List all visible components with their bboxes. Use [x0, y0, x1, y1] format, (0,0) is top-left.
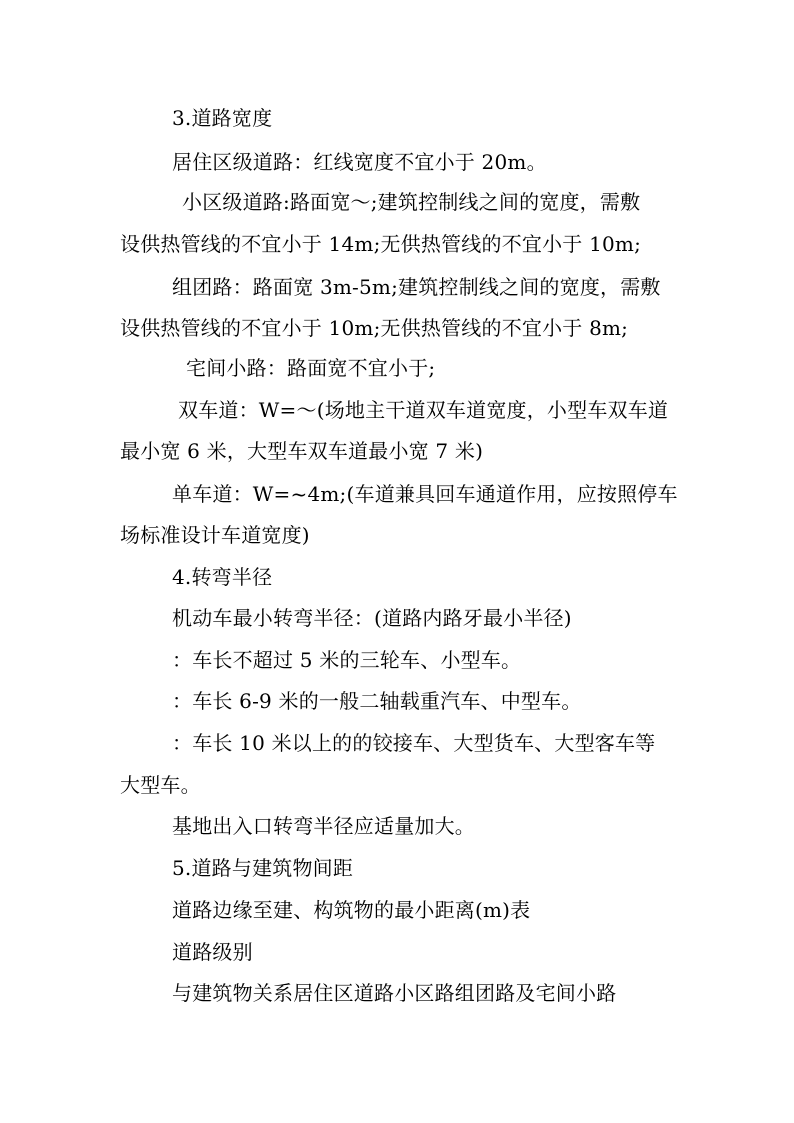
- text-line: 场标准设计车道宽度): [120, 523, 310, 547]
- text-line: 道路级别: [172, 940, 253, 964]
- text-line: 大型车。: [120, 773, 201, 797]
- text-line: 居住区级道路：红线宽度不宜小于 20m。: [172, 150, 547, 174]
- heading-road-width: 3.道路宽度: [172, 106, 273, 130]
- text-line: 与建筑物关系居住区道路小区路组团路及宅间小路: [172, 981, 617, 1005]
- text-line: 组团路：路面宽 3m-5m;建筑控制线之间的宽度，需敷: [172, 275, 661, 299]
- text-line: ：车长不超过 5 米的三轮车、小型车。: [172, 648, 522, 672]
- text-line: 基地出入口转弯半径应适量加大。: [172, 814, 475, 838]
- text-line: ：车长 6-9 米的一般二轴载重汽车、中型车。: [172, 689, 582, 713]
- text-line: 小区级道路:路面宽～;建筑控制线之间的宽度，需敷: [182, 190, 641, 214]
- text-line: 设供热管线的不宜小于 10m;无供热管线的不宜小于 8m;: [120, 316, 629, 340]
- text-line: ：车长 10 米以上的的铰接车、大型货车、大型客车等: [172, 731, 656, 755]
- text-line: 双车道：W=～(场地主干道双车道宽度，小型车双车道: [178, 398, 669, 422]
- heading-turning-radius: 4.转弯半径: [172, 565, 273, 589]
- text-line: 设供热管线的不宜小于 14m;无供热管线的不宜小于 10m;: [120, 232, 642, 256]
- text-line: 机动车最小转弯半径：(道路内路牙最小半径): [172, 606, 572, 630]
- text-line: 单车道：W=~4m;(车道兼具回车通道作用，应按照停车: [172, 482, 678, 506]
- text-line: 道路边缘至建、构筑物的最小距离(m)表: [172, 898, 531, 922]
- text-line: 宅间小路：路面宽不宜小于;: [186, 356, 436, 380]
- heading-road-building-distance: 5.道路与建筑物间距: [172, 856, 354, 880]
- text-line: 最小宽 6 米，大型车双车道最小宽 7 米): [120, 439, 484, 463]
